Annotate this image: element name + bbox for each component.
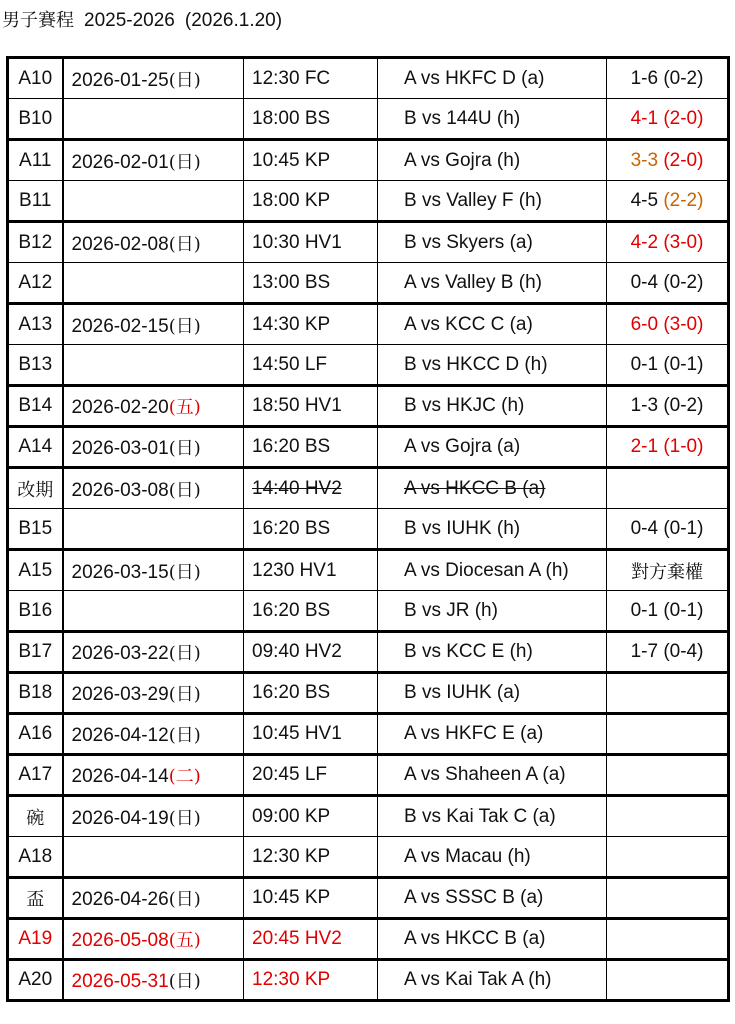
match-time-cell xyxy=(244,58,378,99)
match-time: 16:20 BS xyxy=(252,682,331,703)
match-result: 1-6 xyxy=(630,67,659,89)
match-result: 6-0 xyxy=(630,313,659,335)
match-time: 09:40 HV2 xyxy=(252,641,342,662)
match-date: 2026-05-08 xyxy=(71,930,169,951)
match-date: 2026-02-15 xyxy=(71,315,169,337)
match-fixture-cell xyxy=(378,427,607,468)
match-result-cell xyxy=(607,222,729,263)
match-date: 2026-04-26 xyxy=(71,889,169,910)
match-weekday: (日) xyxy=(168,684,201,705)
match-date: 2026-03-01 xyxy=(71,438,169,459)
match-code: A20 xyxy=(18,969,53,990)
match-time: 09:00 KP xyxy=(252,805,331,827)
match-halftime: (0-2) xyxy=(663,271,704,293)
match-result: 0-4 xyxy=(630,271,659,293)
match-code: A14 xyxy=(18,436,53,457)
match-code-cell xyxy=(8,714,63,755)
match-halftime: (2-2) xyxy=(663,189,704,211)
schedule-row xyxy=(8,58,729,99)
match-fixture-cell xyxy=(378,181,607,222)
match-code-cell xyxy=(8,58,63,99)
match-time-cell xyxy=(244,181,378,222)
match-time-cell xyxy=(244,878,378,919)
match-weekday: (日) xyxy=(168,561,201,583)
schedule-row xyxy=(8,386,729,427)
match-code-cell xyxy=(8,591,63,632)
match-time: 14:40 HV2 xyxy=(252,477,342,499)
title-label: 男子賽程 xyxy=(2,10,74,31)
match-code: B16 xyxy=(18,599,53,621)
schedule-row xyxy=(8,181,729,222)
match-fixture: B vs HKJC (h) xyxy=(404,395,525,416)
match-time-cell xyxy=(244,960,378,1001)
schedule-row xyxy=(8,427,729,468)
match-halftime: (0-2) xyxy=(663,395,704,416)
match-date: 2026-02-01 xyxy=(71,151,169,173)
match-result: 0-4 xyxy=(630,517,659,539)
schedule-table xyxy=(6,56,730,1002)
match-fixture: A vs HKFC D (a) xyxy=(404,67,545,89)
match-fixture-cell xyxy=(378,263,607,304)
match-date-cell xyxy=(63,386,244,427)
match-result-cell xyxy=(607,673,729,714)
match-time: 12:30 KP xyxy=(252,845,331,867)
match-date: 2026-01-25 xyxy=(71,69,169,91)
match-code: B14 xyxy=(18,395,53,416)
match-time-cell xyxy=(244,263,378,304)
match-code: A11 xyxy=(19,149,52,171)
match-time: 10:45 KP xyxy=(252,887,331,908)
match-code: A12 xyxy=(18,271,53,293)
match-date-cell xyxy=(63,878,244,919)
match-date-cell xyxy=(63,345,244,386)
match-code: 改期 xyxy=(17,479,54,501)
match-result: 4-2 xyxy=(630,231,659,253)
match-time-cell xyxy=(244,345,378,386)
match-fixture-cell xyxy=(378,345,607,386)
match-date-cell xyxy=(63,58,244,99)
match-result-cell xyxy=(607,632,729,673)
match-time: 10:45 HV1 xyxy=(252,723,342,744)
match-fixture: A vs HKCC B (a) xyxy=(404,928,546,949)
match-date: 2026-03-22 xyxy=(71,643,169,664)
match-weekday: (五) xyxy=(168,930,201,951)
match-halftime: (3-0) xyxy=(663,313,704,335)
match-code: A16 xyxy=(18,723,53,744)
match-code-cell xyxy=(8,632,63,673)
match-weekday: (日) xyxy=(168,643,201,664)
schedule-row xyxy=(8,591,729,632)
match-fixture: B vs Valley F (h) xyxy=(404,189,542,211)
match-time-cell xyxy=(244,919,378,960)
match-result: 0-1 xyxy=(630,353,659,375)
match-date: 2026-03-08 xyxy=(71,479,169,501)
match-date-cell xyxy=(63,837,244,878)
match-code: B18 xyxy=(18,682,53,703)
schedule-row xyxy=(8,919,729,960)
match-result: 3-3 xyxy=(630,149,659,171)
schedule-row xyxy=(8,714,729,755)
match-result-cell xyxy=(607,796,729,837)
match-fixture-cell xyxy=(378,878,607,919)
match-halftime: (0-1) xyxy=(663,599,704,621)
match-result-cell xyxy=(607,427,729,468)
match-time-cell xyxy=(244,673,378,714)
match-result-cell xyxy=(607,140,729,181)
match-weekday: (日) xyxy=(168,151,201,173)
match-weekday: (日) xyxy=(168,315,201,337)
match-code-cell xyxy=(8,796,63,837)
match-fixture-cell xyxy=(378,714,607,755)
match-code: B11 xyxy=(19,189,52,211)
match-date-cell xyxy=(63,755,244,796)
match-result-cell xyxy=(607,386,729,427)
match-fixture-cell xyxy=(378,755,607,796)
match-time-cell xyxy=(244,837,378,878)
match-fixture-cell xyxy=(378,58,607,99)
match-time: 20:45 LF xyxy=(252,764,327,785)
match-code-cell xyxy=(8,140,63,181)
schedule-row xyxy=(8,345,729,386)
match-fixture: B vs Skyers (a) xyxy=(404,231,533,253)
schedule-row xyxy=(8,550,729,591)
match-fixture: A vs Shaheen A (a) xyxy=(404,764,566,785)
match-result-cell xyxy=(607,714,729,755)
match-time-cell xyxy=(244,222,378,263)
title-updated: (2026.1.20) xyxy=(184,10,283,31)
match-code: A19 xyxy=(18,928,53,949)
match-code: A17 xyxy=(18,764,53,785)
match-date-cell xyxy=(63,263,244,304)
match-fixture-cell xyxy=(378,673,607,714)
match-time: 12:30 KP xyxy=(252,969,331,990)
match-halftime: (0-1) xyxy=(663,353,704,375)
match-time-cell xyxy=(244,99,378,140)
match-date-cell xyxy=(63,714,244,755)
match-time: 1230 HV1 xyxy=(252,559,337,581)
match-time-cell xyxy=(244,755,378,796)
match-halftime: (0-1) xyxy=(663,517,704,539)
schedule-row xyxy=(8,99,729,140)
match-time: 16:20 BS xyxy=(252,436,331,457)
match-result-cell xyxy=(607,304,729,345)
schedule-row xyxy=(8,673,729,714)
match-code-cell xyxy=(8,427,63,468)
match-code-cell xyxy=(8,304,63,345)
match-fixture: A vs Valley B (h) xyxy=(404,271,542,293)
match-date-cell xyxy=(63,140,244,181)
match-time-cell xyxy=(244,714,378,755)
match-time-cell xyxy=(244,796,378,837)
match-time: 12:30 FC xyxy=(252,67,331,89)
match-weekday: (日) xyxy=(168,233,201,255)
schedule-row xyxy=(8,632,729,673)
schedule-body xyxy=(8,58,729,1001)
match-fixture: A vs Kai Tak A (h) xyxy=(404,969,552,990)
match-result-cell xyxy=(607,755,729,796)
match-weekday: (日) xyxy=(168,438,201,459)
match-fixture-cell xyxy=(378,222,607,263)
match-weekday: (五) xyxy=(168,397,201,418)
match-code-cell xyxy=(8,960,63,1001)
match-code-cell xyxy=(8,386,63,427)
match-code: A10 xyxy=(18,67,53,89)
match-code-cell xyxy=(8,878,63,919)
match-fixture-cell xyxy=(378,837,607,878)
match-weekday: (日) xyxy=(168,69,201,91)
match-date-cell xyxy=(63,99,244,140)
match-fixture-cell xyxy=(378,386,607,427)
match-code-cell xyxy=(8,919,63,960)
match-date-cell xyxy=(63,796,244,837)
match-result: 1-3 xyxy=(630,395,659,416)
match-fixture: A vs SSSC B (a) xyxy=(404,887,544,908)
match-weekday: (日) xyxy=(168,889,201,910)
match-fixture-cell xyxy=(378,304,607,345)
match-date-cell xyxy=(63,591,244,632)
match-code-cell xyxy=(8,345,63,386)
match-fixture: B vs Kai Tak C (a) xyxy=(404,805,556,827)
schedule-row xyxy=(8,509,729,550)
title-season: 2025-2026 xyxy=(84,10,175,31)
schedule-row xyxy=(8,468,729,509)
match-code-cell xyxy=(8,181,63,222)
match-fixture-cell xyxy=(378,796,607,837)
match-halftime: (3-0) xyxy=(663,231,704,253)
match-code-cell xyxy=(8,468,63,509)
match-date: 2026-05-31 xyxy=(71,971,169,992)
schedule-row xyxy=(8,222,729,263)
match-time: 14:30 KP xyxy=(252,313,331,335)
match-date-cell xyxy=(63,919,244,960)
match-code: B13 xyxy=(18,353,53,375)
match-fixture: A vs Diocesan A (h) xyxy=(404,559,569,581)
match-code: A15 xyxy=(18,559,53,581)
schedule-row xyxy=(8,263,729,304)
match-halftime: (2-0) xyxy=(663,107,704,129)
match-date: 2026-03-29 xyxy=(71,684,169,705)
match-time-cell xyxy=(244,632,378,673)
match-fixture-cell xyxy=(378,550,607,591)
match-fixture-cell xyxy=(378,960,607,1001)
match-result-cell xyxy=(607,181,729,222)
match-result: 4-1 xyxy=(630,107,659,129)
match-fixture: B vs IUHK (h) xyxy=(404,517,521,539)
schedule-row xyxy=(8,837,729,878)
match-code: B17 xyxy=(18,641,53,662)
match-fixture-cell xyxy=(378,99,607,140)
match-code-cell xyxy=(8,99,63,140)
match-result: 2-1 xyxy=(630,436,659,457)
match-time: 14:50 LF xyxy=(252,353,327,375)
match-date: 2026-04-12 xyxy=(71,725,169,746)
match-halftime: (1-0) xyxy=(663,436,704,457)
match-code: 碗 xyxy=(26,807,45,829)
match-result-cell xyxy=(607,960,729,1001)
match-fixture: A vs Gojra (a) xyxy=(404,436,521,457)
match-fixture-cell xyxy=(378,591,607,632)
match-time-cell xyxy=(244,468,378,509)
schedule-row xyxy=(8,140,729,181)
match-result-cell xyxy=(607,99,729,140)
match-code-cell xyxy=(8,509,63,550)
match-time: 10:45 KP xyxy=(252,149,331,171)
match-time-cell xyxy=(244,550,378,591)
match-halftime: (0-4) xyxy=(663,641,704,662)
match-time: 20:45 HV2 xyxy=(252,928,342,949)
match-date-cell xyxy=(63,509,244,550)
match-time-cell xyxy=(244,304,378,345)
match-fixture-cell xyxy=(378,919,607,960)
match-weekday: (日) xyxy=(168,971,201,992)
match-date-cell xyxy=(63,960,244,1001)
match-date: 2026-02-08 xyxy=(71,233,169,255)
match-result: 對方棄權 xyxy=(631,561,703,583)
match-fixture: B vs IUHK (a) xyxy=(404,682,521,703)
schedule-row xyxy=(8,796,729,837)
match-time: 16:20 BS xyxy=(252,599,331,621)
schedule-row xyxy=(8,878,729,919)
match-time: 18:00 BS xyxy=(252,107,331,129)
match-fixture: B vs 144U (h) xyxy=(404,107,521,129)
match-fixture-cell xyxy=(378,632,607,673)
match-fixture: B vs KCC E (h) xyxy=(404,641,533,662)
match-time-cell xyxy=(244,386,378,427)
match-result-cell xyxy=(607,919,729,960)
match-date-cell xyxy=(63,550,244,591)
match-date: 2026-04-19 xyxy=(71,807,169,829)
match-code-cell xyxy=(8,263,63,304)
match-date: 2026-02-20 xyxy=(71,397,169,418)
match-halftime: (2-0) xyxy=(663,149,704,171)
match-weekday: (日) xyxy=(168,725,201,746)
match-time: 16:20 BS xyxy=(252,517,331,539)
match-result-cell xyxy=(607,550,729,591)
match-code: B12 xyxy=(18,231,53,253)
match-date-cell xyxy=(63,427,244,468)
match-date-cell xyxy=(63,181,244,222)
match-code-cell xyxy=(8,837,63,878)
match-result-cell xyxy=(607,509,729,550)
match-time-cell xyxy=(244,427,378,468)
match-weekday: (二) xyxy=(168,766,201,787)
match-date: 2026-03-15 xyxy=(71,561,169,583)
match-date-cell xyxy=(63,632,244,673)
match-weekday: (日) xyxy=(168,479,201,501)
match-code-cell xyxy=(8,755,63,796)
match-halftime: (0-2) xyxy=(663,67,704,89)
match-code: A13 xyxy=(18,313,53,335)
match-result-cell xyxy=(607,591,729,632)
match-fixture: B vs JR (h) xyxy=(404,599,498,621)
match-fixture: A vs Macau (h) xyxy=(404,845,531,867)
match-fixture-cell xyxy=(378,140,607,181)
match-code: B10 xyxy=(18,107,53,129)
match-code: A18 xyxy=(18,845,53,867)
match-result: 1-7 xyxy=(630,641,659,662)
schedule-row xyxy=(8,755,729,796)
match-date-cell xyxy=(63,468,244,509)
match-result-cell xyxy=(607,263,729,304)
match-fixture: A vs HKCC B (a) xyxy=(404,477,546,499)
match-weekday: (日) xyxy=(168,807,201,829)
match-result-cell xyxy=(607,878,729,919)
match-time: 10:30 HV1 xyxy=(252,231,342,253)
match-code-cell xyxy=(8,673,63,714)
match-date-cell xyxy=(63,673,244,714)
match-fixture: A vs HKFC E (a) xyxy=(404,723,544,744)
match-result-cell xyxy=(607,468,729,509)
page-title xyxy=(2,6,292,32)
match-code-cell xyxy=(8,550,63,591)
match-code: B15 xyxy=(18,517,53,539)
schedule-row xyxy=(8,304,729,345)
match-time: 18:50 HV1 xyxy=(252,395,342,416)
match-fixture: B vs HKCC D (h) xyxy=(404,353,548,375)
match-time-cell xyxy=(244,140,378,181)
match-code-cell xyxy=(8,222,63,263)
match-fixture-cell xyxy=(378,509,607,550)
match-time-cell xyxy=(244,591,378,632)
match-code: 盃 xyxy=(26,889,45,910)
match-fixture: A vs KCC C (a) xyxy=(404,313,533,335)
match-fixture-cell xyxy=(378,468,607,509)
match-fixture: A vs Gojra (h) xyxy=(404,149,521,171)
schedule-row xyxy=(8,960,729,1001)
match-date: 2026-04-14 xyxy=(71,766,169,787)
match-time: 18:00 KP xyxy=(252,189,331,211)
match-date-cell xyxy=(63,304,244,345)
match-result: 4-5 xyxy=(630,189,659,211)
match-result-cell xyxy=(607,345,729,386)
match-result-cell xyxy=(607,837,729,878)
match-time-cell xyxy=(244,509,378,550)
match-result-cell xyxy=(607,58,729,99)
match-time: 13:00 BS xyxy=(252,271,331,293)
match-result: 0-1 xyxy=(630,599,659,621)
match-date-cell xyxy=(63,222,244,263)
